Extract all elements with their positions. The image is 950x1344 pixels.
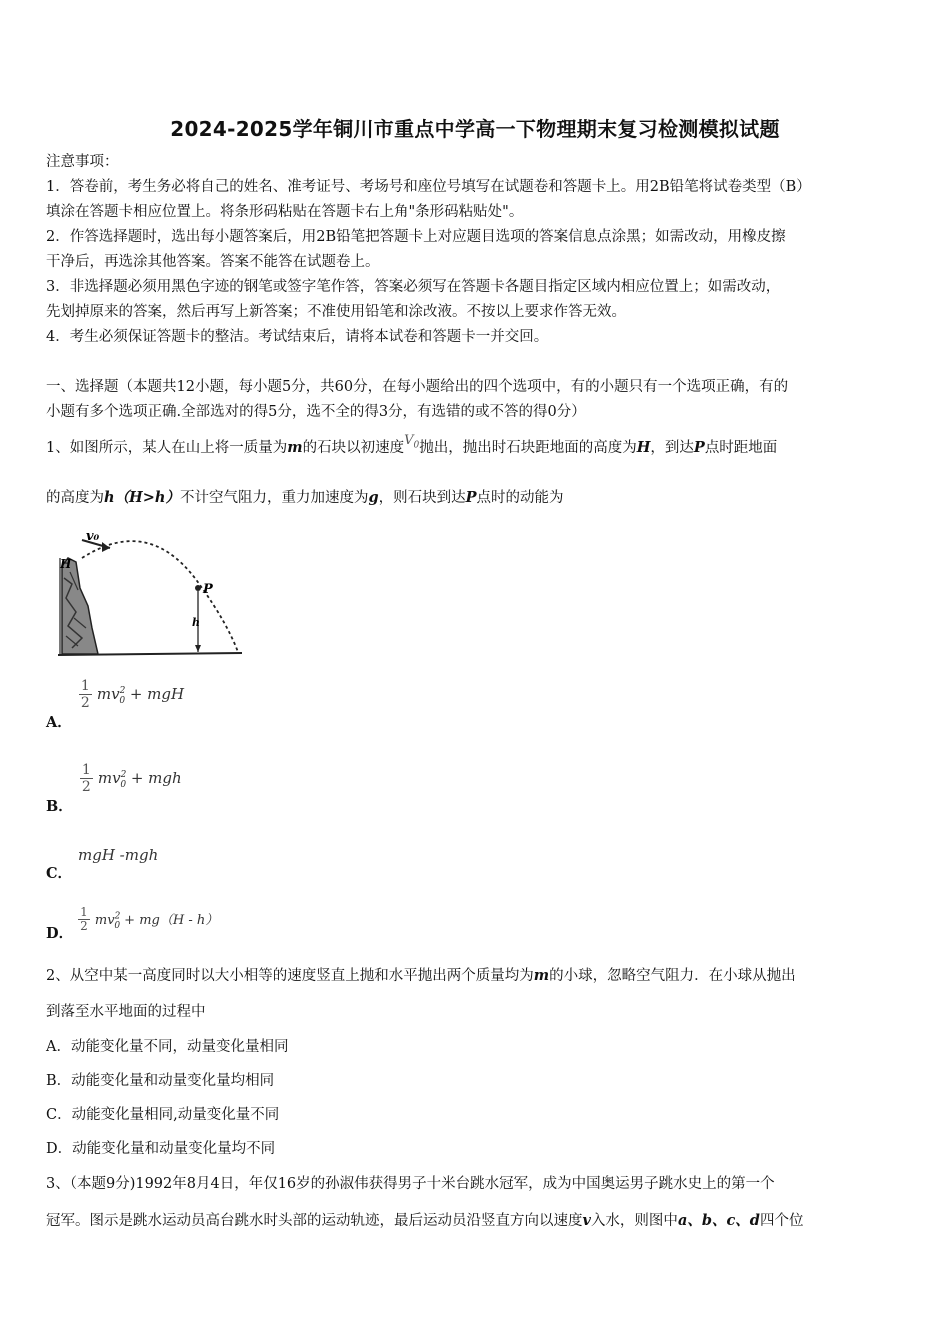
- notice-line: 先划掉原来的答案，然后再写上新答案；不准使用铅笔和涂改液。不按以上要求作答无效。: [46, 304, 626, 320]
- trajectory-path: [82, 541, 238, 652]
- notice-line: 2．作答选择题时，选出每小题答案后，用2B铅笔把答题卡上对应题目选项的答案信息点涂黑；如需改动，用橡皮擦: [46, 229, 786, 245]
- question-1-text: 1、如图所示，某人在山上将一质量为m的石块以初速度$V_0$抛出，抛出时石块距地面的高度为H，到达P点时距地面: [46, 433, 778, 456]
- point-p: [195, 585, 201, 591]
- notice-line: 1．答卷前，考生务必将自己的姓名、准考证号、考场号和座位号填写在试题卷和答题卡上。用2B铅笔将试卷类型（B）: [46, 179, 811, 195]
- question-3-text: 冠军。图示是跳水运动员高台跳水时头部的运动轨迹，最后运动员沿竖直方向以速度v入水，则图中a、b、c、d四个位: [46, 1212, 804, 1229]
- question-3-text: 3、（本题9分)1992年8月4日，年仅16岁的孙淑伟获得男子十米台跳水冠军，成为中国奥运男子跳水史上的第一个: [46, 1176, 775, 1192]
- option-d[interactable]: D．动能变化量和动量变化量均不同: [46, 1141, 276, 1157]
- notice-line: 4．考生必须保证答题卡的整洁。考试结束后，请将本试卷和答题卡一并交回。: [46, 329, 549, 345]
- section-heading: 一、选择题（本题共12小题，每小题5分，共60分，在每小题给出的四个选项中，有的小题只有一个选项正确，有的: [46, 379, 789, 395]
- question-2-text: 2、从空中某一高度同时以大小相等的速度竖直上抛和水平抛出两个质量均为m的小球，忽略空气阻力．在小球从抛出: [46, 967, 796, 984]
- option-a[interactable]: A．动能变化量不同，动量变化量相同: [46, 1039, 289, 1055]
- question-2-text: 到落至水平地面的过程中: [46, 1004, 206, 1020]
- option-b[interactable]: B．动能变化量和动量变化量均相同: [46, 1073, 275, 1089]
- page-title: 2024-2025学年铜川市重点中学高一下物理期末复习检测模拟试题: [170, 117, 780, 141]
- P-label: P: [203, 582, 213, 597]
- H-label: H: [60, 557, 72, 571]
- projectile-figure: [52, 528, 247, 663]
- option-c[interactable]: C．动能变化量相同,动量变化量不同: [46, 1107, 280, 1123]
- notice-line: 干净后，再选涂其他答案。答案不能答在试题卷上。: [46, 254, 380, 270]
- question-1-text: 的高度为h（H>h）不计空气阻力，重力加速度为g，则石块到达P点时的动能为: [46, 489, 564, 506]
- option-a[interactable]: A． $\frac{1}{2}$ $mv^2_0$ + mgH: [46, 678, 185, 731]
- option-d[interactable]: D． $\frac{1}{2}$ $mv^2_0 + mg(H - h)$: [46, 905, 219, 942]
- h-label: h: [192, 616, 200, 629]
- v0-label: v₀: [86, 529, 100, 544]
- option-b[interactable]: B． $\frac{1}{2}$ $mv^2_0$ + mgh: [46, 762, 182, 815]
- notice-line: 填涂在答题卡相应位置上。将条形码粘贴在答题卡右上角"条形码粘贴处"。: [46, 204, 524, 220]
- section-heading: 小题有多个选项正确.全部选对的得5分，选不全的得3分，有选错的或不答的得0分）: [46, 404, 586, 420]
- notice-heading: 注意事项：: [46, 154, 119, 170]
- notice-line: 3．非选择题必须用黑色字迹的钢笔或签字笔作答，答案必须写在答题卡各题目指定区域内相应位置上；如需改动，: [46, 279, 781, 295]
